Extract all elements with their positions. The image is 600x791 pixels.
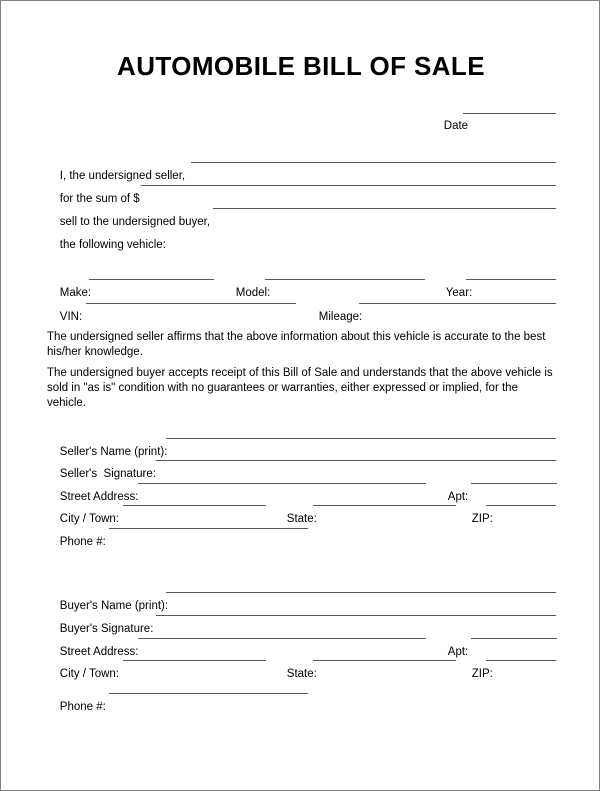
seller-apt-label: Apt:	[447, 491, 469, 503]
buyer-signature-label-row	[47, 602, 154, 635]
buyer-name-input-line[interactable]	[166, 592, 556, 593]
date-field-row	[431, 99, 469, 132]
buyer-zip-input-line[interactable]	[486, 660, 556, 661]
buyer-signature-input-line[interactable]	[156, 615, 556, 616]
buyer-phone-label-row	[47, 680, 106, 713]
buyer-acceptance-paragraph: The undersigned buyer accepts receipt of this Bill of Sale and understands that the above vehicle is sold in "as is" condition with no guarantees or warranties, either expressed or implied, for the vehicle.	[47, 367, 553, 409]
seller-phone-input-line[interactable]	[109, 528, 308, 529]
seller-city-label-row	[47, 492, 120, 525]
buyer-city-town-label: City / Town:	[59, 668, 120, 680]
buyer-street-label-row	[47, 625, 139, 658]
seller-state-label-row	[274, 492, 317, 525]
seller-zip-input-line[interactable]	[486, 505, 556, 506]
buyer-street-address-label: Street Address:	[59, 646, 139, 658]
buyer-name-label-row	[47, 579, 169, 612]
following-vehicle-row	[47, 218, 166, 251]
buyer-phone-label: Phone #:	[59, 701, 106, 713]
mileage-label-row	[306, 290, 363, 323]
buyer-apt-input-line[interactable]	[471, 638, 557, 639]
seller-apt-label-row	[435, 470, 469, 503]
seller-zip-label: ZIP:	[471, 513, 493, 525]
vin-label: VIN:	[59, 311, 83, 323]
seller-name-label-row	[47, 425, 168, 458]
seller-apt-input-line[interactable]	[471, 483, 557, 484]
seller-street-address-label: Street Address:	[59, 491, 139, 503]
make-label-row	[47, 266, 92, 299]
buyer-name-intro-row	[47, 195, 211, 228]
seller-state-input-line[interactable]	[313, 505, 456, 506]
seller-phone-label: Phone #:	[59, 536, 106, 548]
seller-name-label: Seller's Name (print):	[59, 446, 168, 458]
seller-state-label: State:	[286, 513, 317, 525]
make-label: Make:	[59, 287, 92, 299]
date-label: Date	[443, 120, 469, 132]
sum-input-line[interactable]	[141, 185, 556, 186]
vin-input-line[interactable]	[86, 303, 296, 304]
undersigned-buyer-label: sell to the undersigned buyer,	[59, 216, 211, 228]
buyer-city-label-row	[47, 647, 120, 680]
buyer-state-label: State:	[286, 668, 317, 680]
model-label: Model:	[235, 287, 271, 299]
seller-phone-label-row	[47, 515, 106, 548]
year-label-row	[433, 266, 473, 299]
buyer-street-address-input-line[interactable]	[138, 638, 426, 639]
seller-name-intro-row	[47, 149, 186, 182]
seller-signature-label-row	[47, 447, 156, 480]
mileage-input-line[interactable]	[359, 303, 556, 304]
mileage-label: Mileage:	[318, 311, 363, 323]
buyer-name-label: Buyer's Name (print):	[59, 600, 169, 612]
seller-name-intro-line[interactable]	[191, 162, 556, 163]
following-vehicle-label: the following vehicle:	[59, 239, 166, 251]
undersigned-seller-label: I, the undersigned seller,	[59, 170, 186, 182]
seller-affirmation-paragraph: The undersigned seller affirms that the above information about this vehicle is accurate to the best his/her knowledge.	[47, 331, 546, 358]
buyer-state-label-row	[274, 647, 317, 680]
seller-signature-input-line[interactable]	[156, 460, 556, 461]
buyer-name-intro-line[interactable]	[213, 208, 556, 209]
seller-name-input-line[interactable]	[166, 438, 556, 439]
model-label-row	[223, 266, 271, 299]
buyer-signature-label: Buyer's Signature:	[59, 623, 154, 635]
model-input-line[interactable]	[265, 279, 425, 280]
buyer-apt-label-row	[435, 625, 469, 658]
page-title: AUTOMOBILE BILL OF SALE	[117, 51, 485, 81]
buyer-city-town-input-line[interactable]	[123, 660, 266, 661]
date-input-line[interactable]	[463, 113, 556, 114]
sum-row	[47, 172, 140, 205]
buyer-state-input-line[interactable]	[313, 660, 456, 661]
year-label: Year:	[445, 287, 473, 299]
buyer-zip-label-row	[459, 647, 493, 680]
seller-zip-label-row	[459, 492, 493, 525]
buyer-zip-label: ZIP:	[471, 668, 493, 680]
year-input-line[interactable]	[466, 279, 556, 280]
seller-city-town-label: City / Town:	[59, 513, 120, 525]
seller-signature-label: Seller's Signature:	[59, 468, 156, 480]
seller-city-town-input-line[interactable]	[123, 505, 266, 506]
seller-street-label-row	[47, 470, 139, 503]
sum-of-label: for the sum of $	[59, 193, 140, 205]
seller-street-address-input-line[interactable]	[138, 483, 426, 484]
buyer-apt-label: Apt:	[447, 646, 469, 658]
make-input-line[interactable]	[89, 279, 214, 280]
buyer-phone-input-line[interactable]	[109, 693, 308, 694]
vin-label-row	[47, 290, 83, 323]
